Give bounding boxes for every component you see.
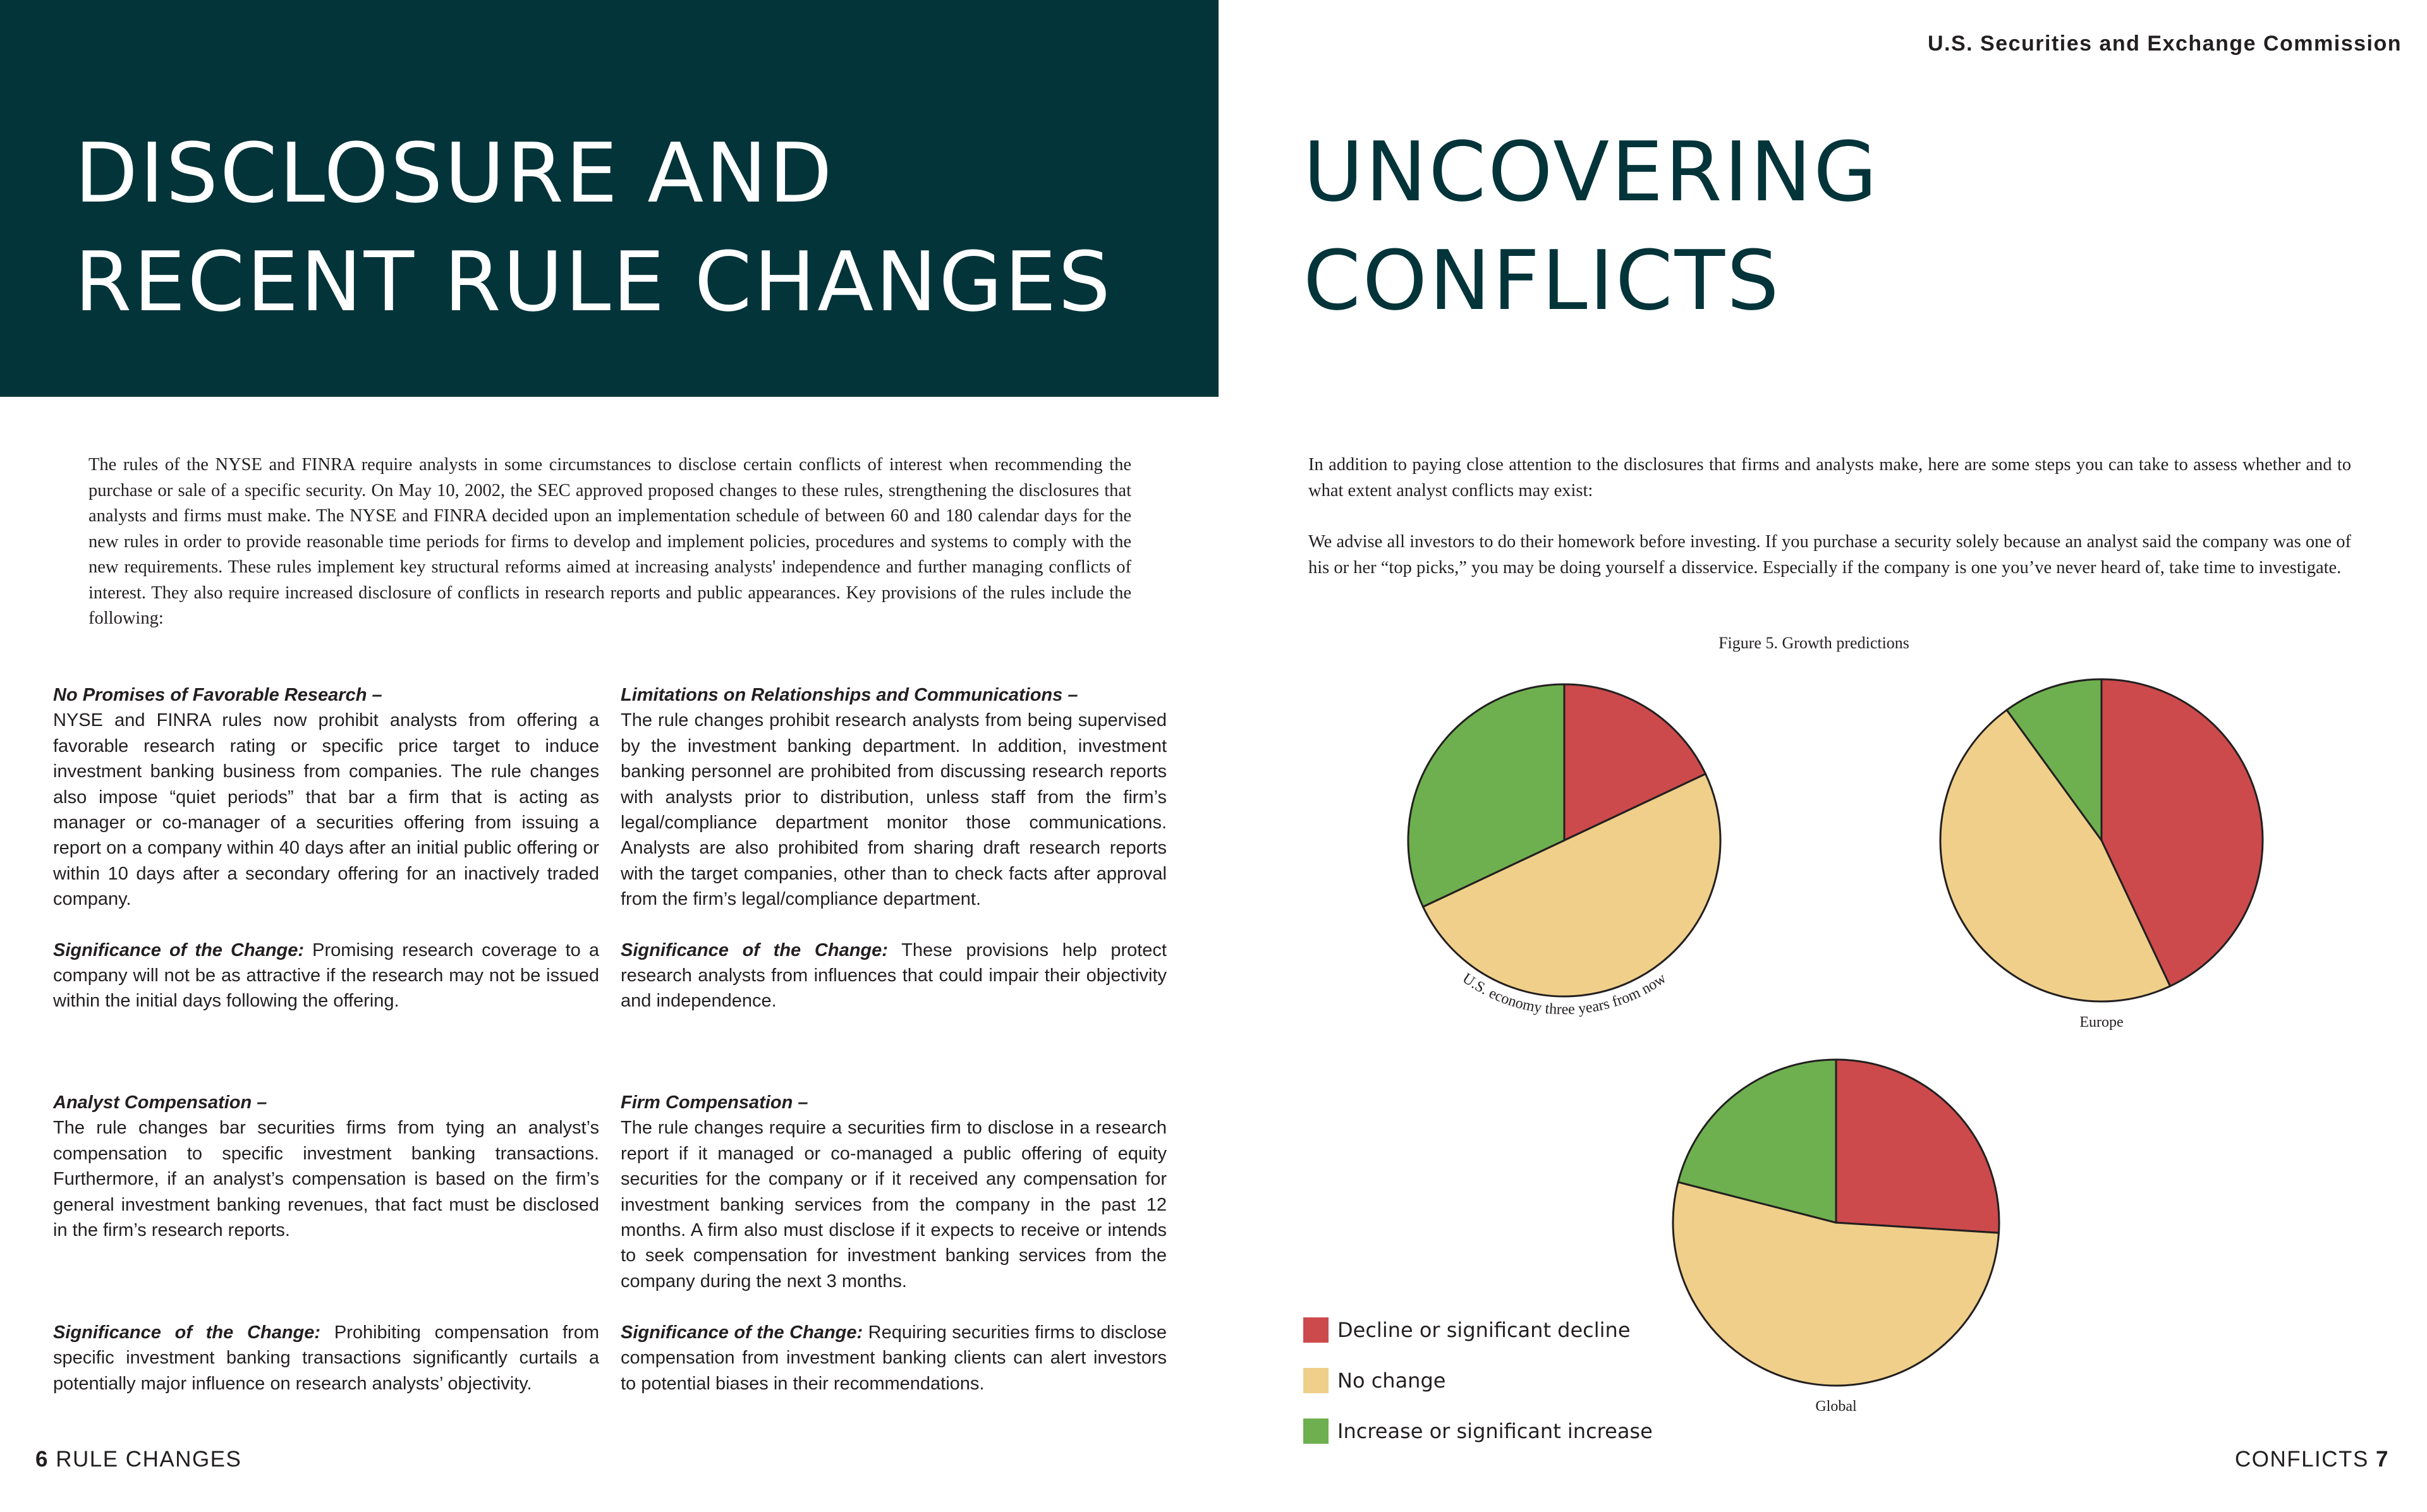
legend-label: No change — [1337, 1369, 1446, 1393]
significance-label: Significance of the Change: — [53, 940, 305, 960]
significance-text: These provisions help protect research analysts from influences that could impair their objectivity and independence. — [621, 940, 1167, 1012]
chart-legend — [1303, 1305, 1653, 1456]
significance-text: Promising research coverage to a company will not be as attractive if the research may not be issued within the initial days following the offering. — [53, 940, 599, 1012]
significance-label: Significance of the Change: — [621, 940, 888, 960]
section-title: Limitations on Relationships and Communications – — [621, 685, 1078, 705]
legend-label: Increase or significant increase — [1337, 1419, 1653, 1443]
page-title-right-line2: CONFLICTS — [1303, 233, 1781, 329]
legend-item-increase-or-significant-increase — [1303, 1406, 1653, 1456]
footer-section-right: CONFLICTS — [2234, 1447, 2369, 1472]
section-no-promises — [53, 682, 599, 1014]
page-title-left — [75, 119, 1112, 336]
section-title: No Promises of Favorable Research – — [53, 685, 382, 705]
legend-swatch — [1303, 1317, 1329, 1343]
section-body: The rule changes require a securities firm to disclose in a research report if it managed or co-managed a public offering of equity securities for the company or if it received any compensation for investment banking services from the company in the past 12 months. A firm also must disclose if it expects to receive or intends to seek compensation for investment banking services from the company during the next 3 months. — [621, 1118, 1167, 1291]
pie-label: U.S. economy three years from now — [1459, 970, 1670, 1019]
pie-u-s-economy-three-years-from-now — [1408, 684, 1720, 1018]
significance-firm-compensation — [621, 1320, 1167, 1396]
legend-label: Decline or significant decline — [1337, 1318, 1631, 1342]
significance-paragraph — [53, 1320, 599, 1396]
right-intro-paragraph-2: We advise all investors to do their homework before investing. If you purchase a security solely because an analyst said the company was one of his or her “top picks,” you may be doing yourself a disservice. Especially if the company is one you’ve never heard of, take time to investigate. — [1308, 532, 2351, 578]
section-body: NYSE and FINRA rules now prohibit analysts from offering a favorable research rating or specific price target to induce investment banking business from companies. The rule changes also impose “quiet periods” that bar a firm that is acting as manager or co-manager of a securities offering from issuing a report on a company within 40 days after an initial public offering or within 10 days after a secondary offering for an inactively traded company. — [53, 710, 599, 910]
section-body: The rule changes bar securities firms from tying an analyst’s compensation to specific investment banking transactions. Furthermore, if an analyst’s compensation is based on the firm’s general investment banking revenues, that fact must be disclosed in the firm’s research reports. — [53, 1118, 599, 1241]
significance-label: Significance of the Change: — [621, 1322, 863, 1343]
section-limitations — [621, 682, 1167, 1014]
section-firm-compensation — [621, 1090, 1167, 1294]
significance-text: Requiring securities firms to disclose compensation from investment banking clients can alert investors to potential biases in their recommendations. — [621, 1322, 1167, 1394]
pie-global — [1673, 1060, 1999, 1415]
footer-section-left: RULE CHANGES — [56, 1447, 242, 1472]
footer-right — [2235, 1447, 2389, 1472]
pie-label: Europe — [2079, 1014, 2124, 1031]
figure-caption: Figure 5. Growth predictions — [1718, 634, 1909, 652]
page-title-left-line2: RECENT RULE CHANGES — [75, 234, 1112, 330]
page-title-left-line1: DISCLOSURE AND — [75, 125, 834, 221]
page-number-left: 6 — [35, 1447, 49, 1472]
agency-name: U.S. Securities and Exchange Commission — [1927, 32, 2402, 56]
legend-swatch — [1303, 1368, 1329, 1393]
section-body: The rule changes prohibit research analysts from being supervised by the investment banking department. In addition, investment banking personnel are prohibited from discussing research reports with analysts prior to distribution, unless staff from the firm’s legal/compliance department monitor those communications. Analysts are also prohibited from sharing draft research reports with the target companies, other than to check facts after approval from the firm’s legal/compliance department. — [621, 710, 1167, 910]
legend-item-decline-or-significant-decline — [1303, 1305, 1653, 1355]
left-intro-paragraph: The rules of the NYSE and FINRA require analysts in some circumstances to disclose certain conflicts of interest when recommending the purchase or sale of a specific security. On May 10, 2002, the SEC approved proposed changes to these rules, strengthening the disclosures that analysts and firms must make. The NYSE and FINRA decided upon an implementation schedule of between 60 and 180 calendar days for the new rules in order to provide reasonable time periods for firms to develop and implement policies, procedures and systems to comply with the new requirements. These rules implement key structural reforms aimed at increasing analysts' independence and further managing conflicts of interest. They also require increased disclosure of conflicts in research reports and public appearances. Key provisions of the rules include the following: — [88, 455, 1131, 628]
legend-swatch — [1303, 1418, 1329, 1444]
pie-slice-decline-or-significant-decline — [1836, 1060, 1999, 1233]
significance-label: Significance of the Change: — [53, 1322, 321, 1343]
section-analyst-compensation — [53, 1090, 599, 1243]
page-title-right — [1303, 118, 1879, 335]
pie-europe — [1940, 679, 2263, 1031]
significance-analyst-compensation — [53, 1320, 599, 1396]
legend-item-no-change — [1303, 1355, 1653, 1406]
significance-paragraph — [621, 938, 1167, 1014]
right-intro-paragraph-1: In addition to paying close attention to the disclosures that firms and analysts make, here are some steps you can take to assess whether and to what extent analyst conflicts may exist: — [1308, 455, 2351, 500]
significance-paragraph — [621, 1320, 1167, 1396]
page-title-right-line1: UNCOVERING — [1303, 124, 1879, 220]
page-number-right: 7 — [2376, 1447, 2389, 1472]
pie-label: Global — [1815, 1398, 1857, 1415]
section-title: Analyst Compensation – — [53, 1092, 267, 1113]
section-title: Firm Compensation – — [621, 1092, 808, 1113]
significance-paragraph — [53, 938, 599, 1014]
footer-left — [35, 1447, 241, 1472]
significance-text: Prohibiting compensation from specific investment banking transactions significantly curtails a potentially major influence on research analysts’ objectivity. — [53, 1322, 599, 1394]
